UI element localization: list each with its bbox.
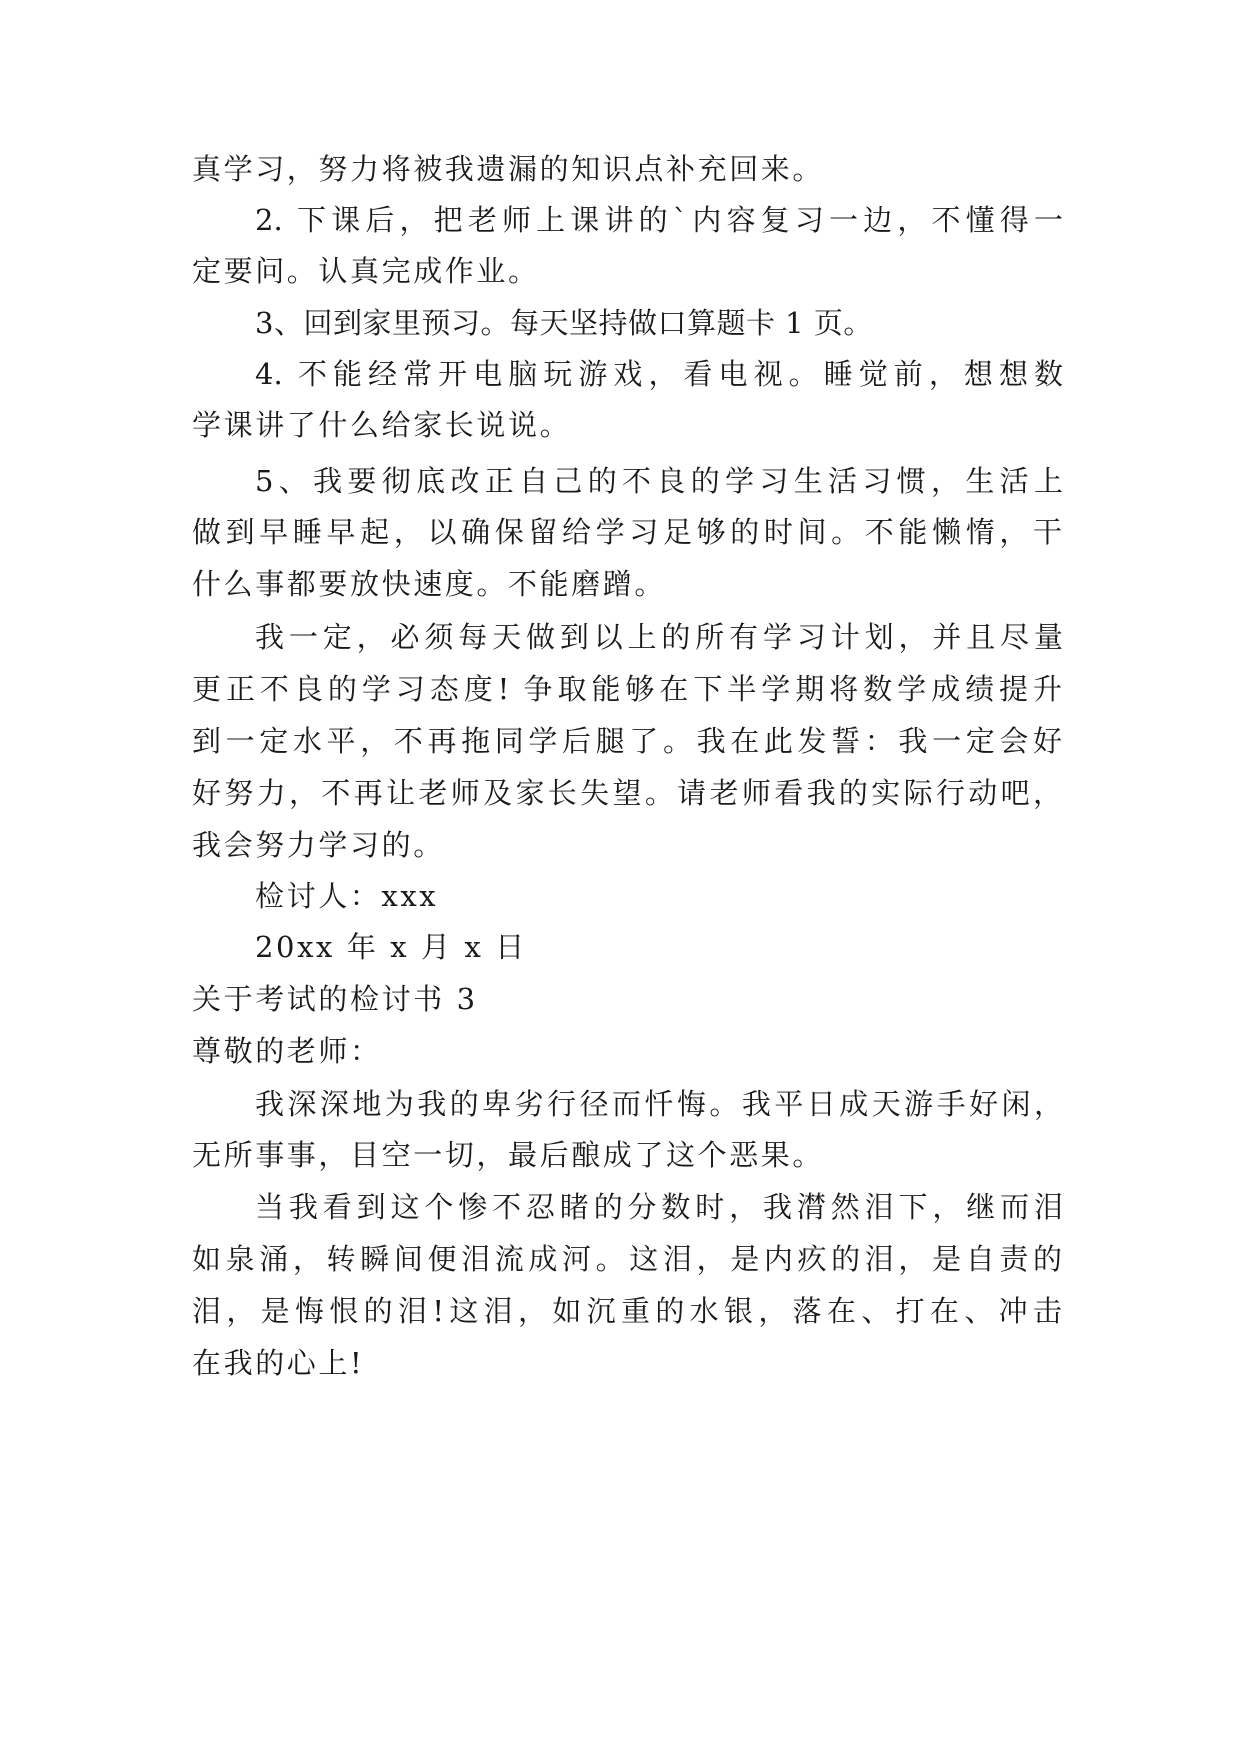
list-item-3: 3、回到家里预习。每天坚持做口算题卡 1 页。 bbox=[255, 306, 873, 340]
text-line: 真学习，努力将被我遗漏的知识点补充回来。 bbox=[192, 152, 825, 186]
list-item-5-line-3: 什么事都要放快速度。不能磨蹭。 bbox=[192, 567, 667, 601]
list-item-2-line-1: 2. 下课后，把老师上课讲的`内容复习一边，不懂得一 bbox=[255, 203, 1063, 237]
paragraph-line: 泪，是悔恨的泪!这泪，如沉重的水银，落在、打在、冲击 bbox=[192, 1294, 1062, 1328]
list-item-5-line-1: 5、我要彻底改正自己的不良的学习生活习惯，生活上 bbox=[255, 464, 1063, 498]
paragraph-line: 如泉涌，转瞬间便泪流成河。这泪，是内疚的泪，是自责的 bbox=[192, 1242, 1062, 1276]
paragraph-line: 好努力，不再让老师及家长失望。请老师看我的实际行动吧， bbox=[192, 776, 1062, 810]
paragraph-line: 无所事事，目空一切，最后酿成了这个恶果。 bbox=[192, 1138, 825, 1172]
salutation: 尊敬的老师： bbox=[192, 1034, 382, 1068]
paragraph-line: 更正不良的学习态度! 争取能够在下半学期将数学成绩提升 bbox=[192, 672, 1062, 706]
paragraph-line: 我深深地为我的卑劣行径而忏悔。我平日成天游手好闲， bbox=[255, 1087, 1063, 1121]
list-item-4-line-1: 4. 不能经常开电脑玩游戏，看电视。睡觉前，想想数 bbox=[255, 357, 1063, 391]
signer-line: 检讨人：xxx bbox=[255, 879, 439, 913]
paragraph-line: 到一定水平，不再拖同学后腿了。我在此发誓：我一定会好 bbox=[192, 724, 1062, 758]
paragraph-line: 我会努力学习的。 bbox=[192, 828, 445, 862]
section-heading: 关于考试的检讨书 3 bbox=[192, 982, 478, 1016]
list-item-2-line-2: 定要问。认真完成作业。 bbox=[192, 254, 540, 288]
paragraph-line: 当我看到这个惨不忍睹的分数时，我潸然泪下，继而泪 bbox=[255, 1190, 1063, 1224]
paragraph-line: 在我的心上! bbox=[192, 1346, 365, 1380]
paragraph-line: 我一定，必须每天做到以上的所有学习计划，并且尽量 bbox=[255, 620, 1063, 654]
list-item-4-line-2: 学课讲了什么给家长说说。 bbox=[192, 408, 572, 442]
list-item-5-line-2: 做到早睡早起，以确保留给学习足够的时间。不能懒惰，干 bbox=[192, 515, 1062, 549]
date-line: 20xx 年 x 月 x 日 bbox=[255, 930, 527, 964]
